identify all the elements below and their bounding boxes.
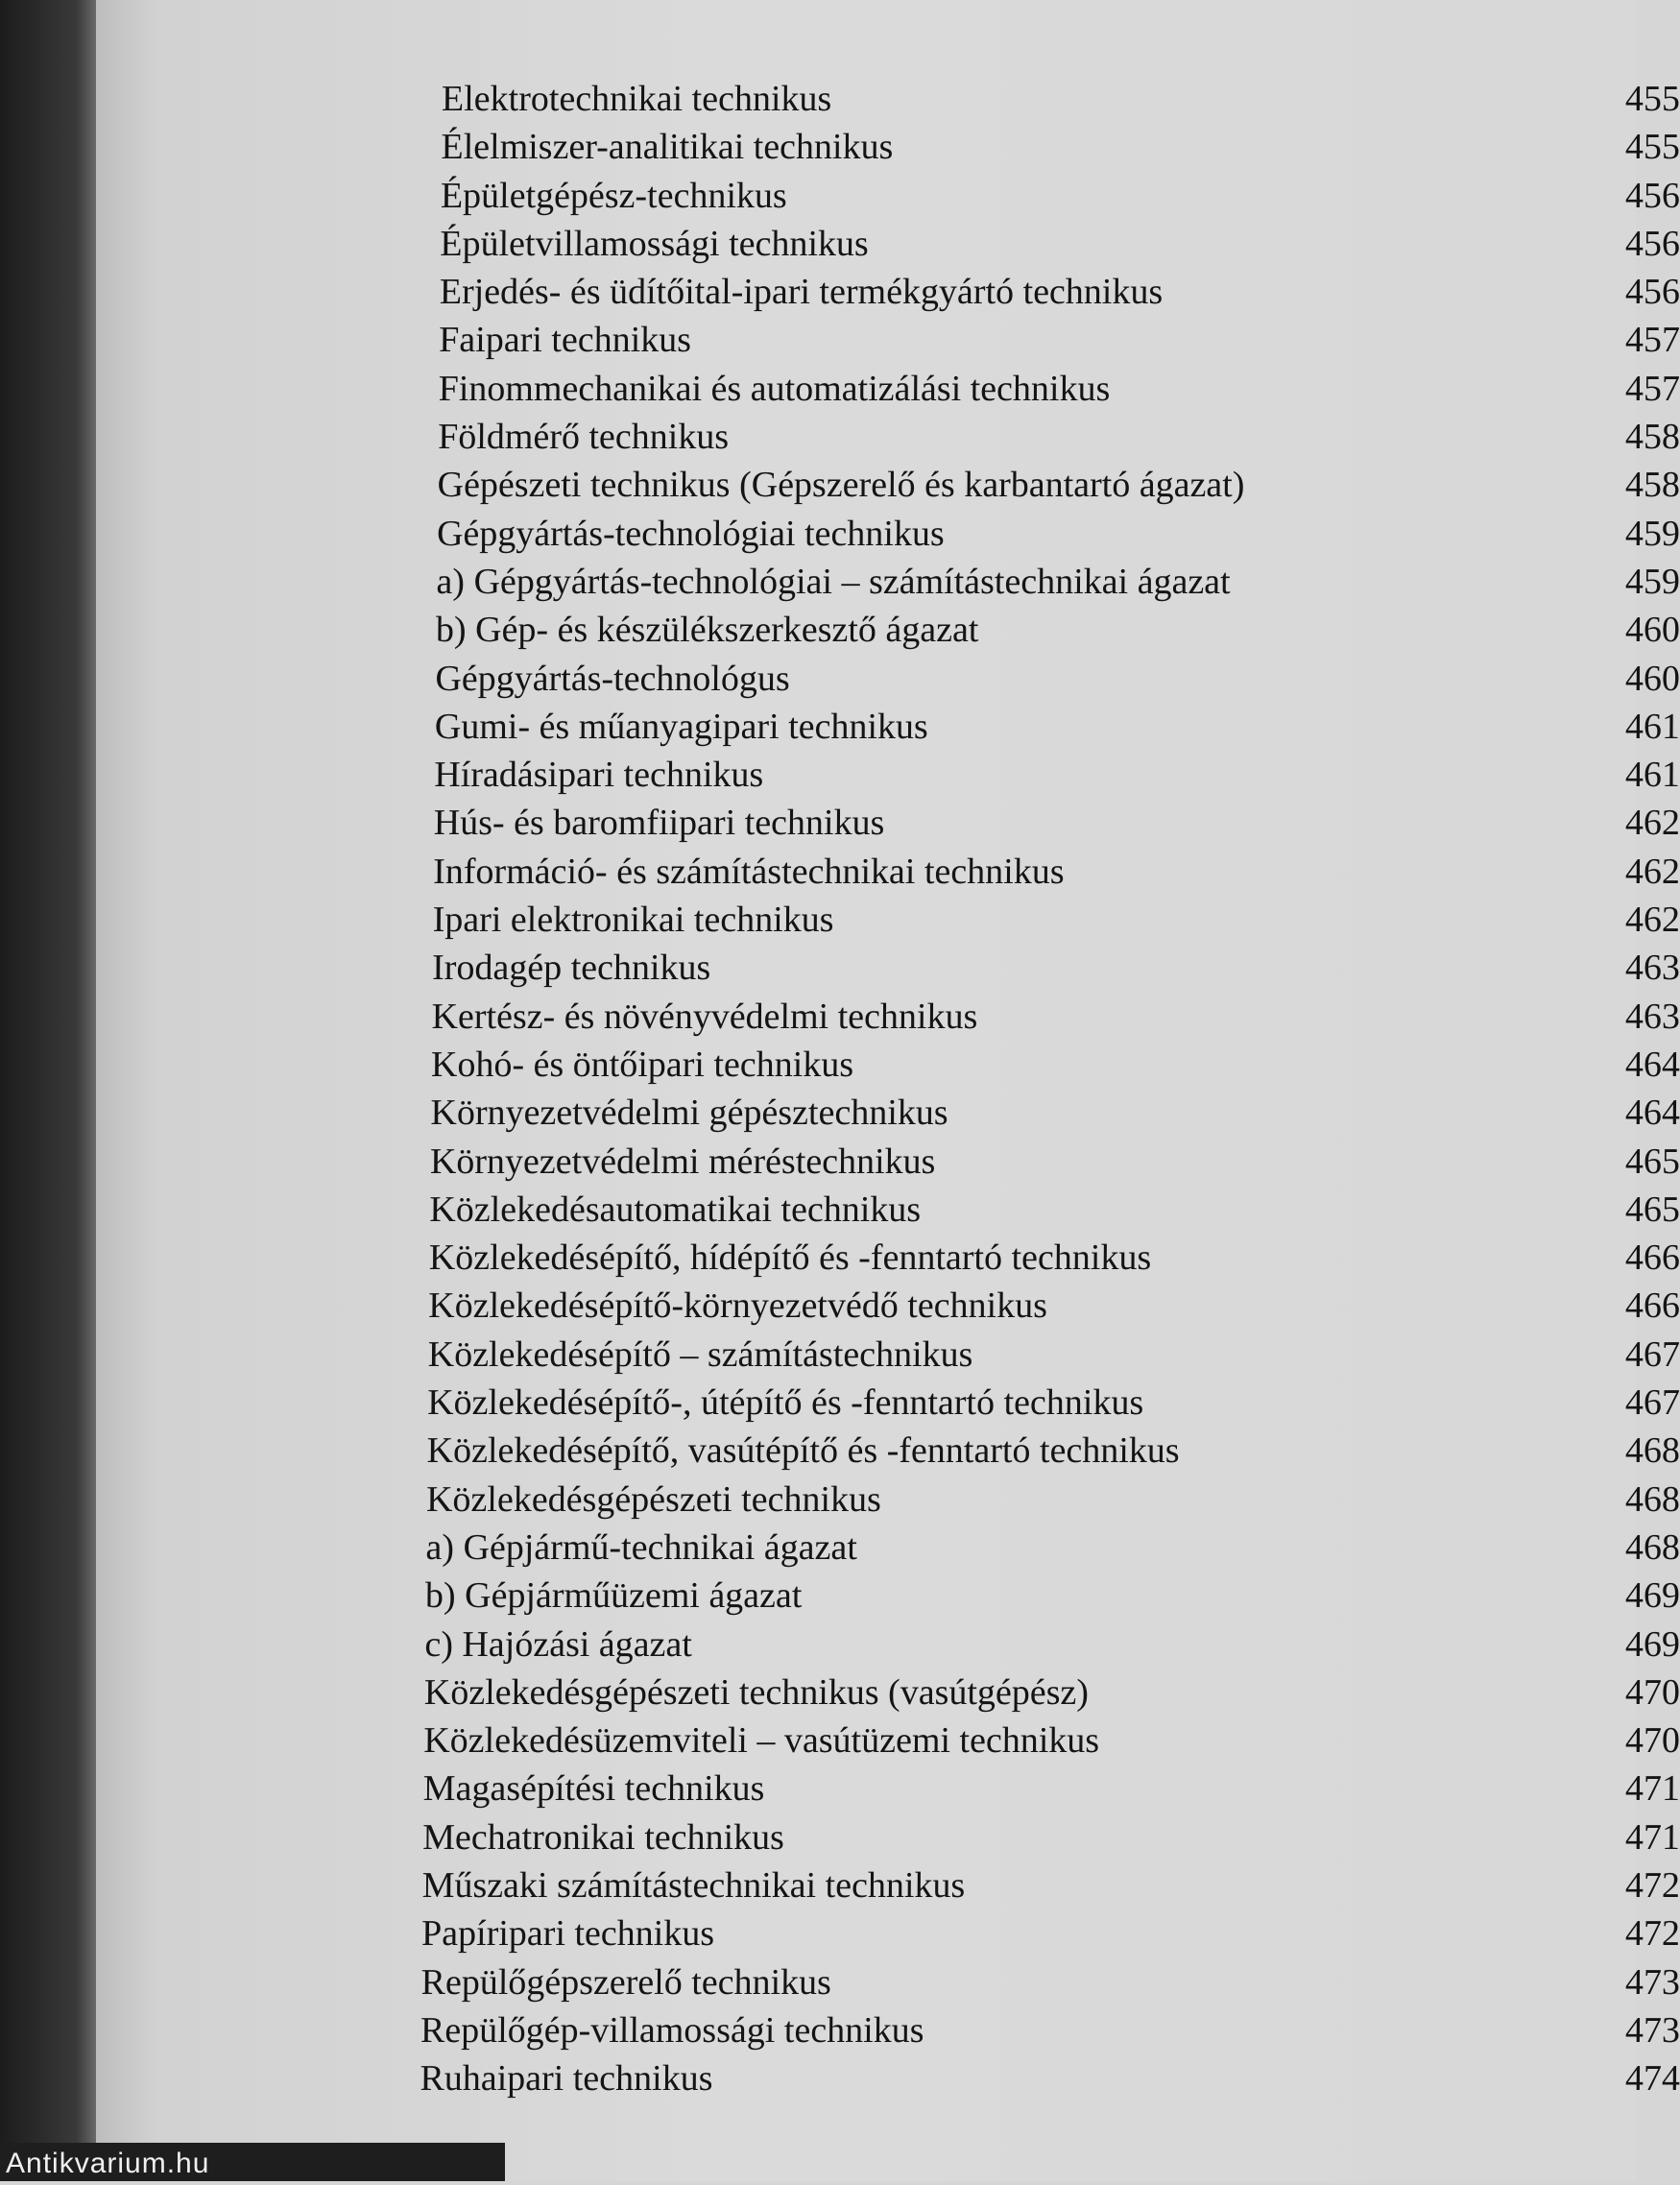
toc-entry-title: Hús- és baromfiipari technikus	[433, 803, 885, 844]
toc-entry-page: 459	[1624, 561, 1680, 602]
toc-entry-page: 473	[1624, 1961, 1680, 2003]
toc-entry-title: Közlekedésgépészeti technikus	[425, 1478, 881, 1520]
toc-entry-page: 460	[1624, 610, 1680, 651]
toc-entry	[420, 2054, 1680, 2102]
toc-entry-page: 467	[1624, 1333, 1680, 1375]
table-of-contents	[420, 75, 1680, 2102]
toc-entry-title: Gépgyártás-technológiai technikus	[436, 513, 945, 554]
toc-entry-page: 462	[1624, 900, 1680, 941]
toc-entry	[433, 799, 1680, 847]
toc-entry-page: 468	[1624, 1430, 1680, 1472]
toc-entry-title: Irodagép technikus	[431, 948, 711, 989]
toc-entry	[438, 365, 1680, 413]
toc-entry-title: Finommechanikai és automatizálási technikus	[438, 368, 1111, 409]
toc-entry	[429, 1138, 1680, 1186]
toc-entry-page: 461	[1624, 755, 1680, 796]
toc-entry	[427, 1331, 1680, 1379]
toc-entry-title: Épületvillamossági technikus	[440, 223, 869, 264]
toc-entry-title: a) Gépjármű-technikai ágazat	[425, 1526, 858, 1568]
toc-entry	[429, 1186, 1680, 1234]
toc-entry-title: Közlekedésépítő-, útépítő és -fenntartó technikus	[427, 1382, 1144, 1424]
toc-entry-title: Kertész- és növényvédelmi technikus	[431, 996, 978, 1037]
toc-entry	[442, 123, 1680, 171]
toc-entry	[437, 461, 1680, 509]
toc-entry-title: Információ- és számítástechnikai technikus	[433, 851, 1065, 892]
toc-entry	[442, 75, 1680, 123]
toc-entry-title: Közlekedésépítő-környezetvédő technikus	[428, 1285, 1048, 1327]
toc-entry-title: Környezetvédelmi gépésztechnikus	[430, 1092, 948, 1134]
toc-entry-page: 463	[1624, 996, 1680, 1037]
toc-entry-page: 471	[1624, 1768, 1680, 1810]
toc-entry-page: 470	[1624, 1671, 1680, 1713]
toc-entry-page: 459	[1624, 513, 1680, 554]
toc-entry	[434, 703, 1680, 751]
toc-entry-title: Közlekedésautomatikai technikus	[429, 1189, 922, 1230]
toc-entry-title: Faipari technikus	[439, 320, 692, 361]
toc-entry	[420, 1909, 1680, 1957]
toc-entry	[425, 1476, 1680, 1524]
toc-entry-page: 468	[1624, 1526, 1680, 1568]
toc-entry-title: Repülőgép-villamossági technikus	[420, 2009, 924, 2051]
toc-entry-page: 461	[1624, 706, 1680, 747]
toc-entry-title: Elektrotechnikai technikus	[441, 79, 832, 119]
toc-entry	[420, 1958, 1680, 2006]
toc-entry-title: Gépészeti technikus (Gépszerelő és karbantartó ágazat)	[437, 465, 1245, 506]
toc-entry-title: b) Gépjárműüzemi ágazat	[424, 1575, 803, 1617]
toc-entry-page: 460	[1624, 658, 1680, 699]
toc-entry-page: 456	[1624, 175, 1680, 216]
toc-entry-title: Gépgyártás-technológus	[435, 658, 790, 699]
toc-entry	[431, 944, 1680, 992]
toc-entry-page: 473	[1624, 2009, 1680, 2051]
toc-entry-title: b) Gép- és készülékszerkesztő ágazat	[435, 610, 979, 651]
toc-entry-page: 470	[1624, 1720, 1680, 1762]
toc-entry-page: 457	[1624, 320, 1680, 361]
toc-entry-title: Közlekedésgépészeti technikus (vasútgépész)	[423, 1671, 1090, 1713]
book-page	[96, 0, 1680, 2181]
toc-entry-page: 471	[1624, 1816, 1680, 1858]
toc-entry-page: 457	[1624, 368, 1680, 409]
toc-entry	[420, 2006, 1680, 2054]
toc-entry-page: 463	[1624, 948, 1680, 989]
toc-entry-page: 462	[1624, 803, 1680, 844]
toc-entry	[423, 1669, 1680, 1717]
toc-entry-page: 464	[1624, 1092, 1680, 1134]
toc-entry	[430, 1089, 1680, 1137]
toc-entry	[430, 1041, 1680, 1089]
toc-entry-title: Ipari elektronikai technikus	[432, 900, 834, 941]
toc-entry-title: Papíripari technikus	[420, 1913, 715, 1955]
toc-entry	[439, 268, 1680, 316]
toc-entry	[427, 1379, 1680, 1427]
toc-entry	[425, 1524, 1680, 1572]
toc-entry-title: Ruhaipari technikus	[420, 2058, 713, 2100]
toc-entry-page: 466	[1624, 1285, 1680, 1327]
toc-entry-page: 467	[1624, 1382, 1680, 1424]
toc-entry	[431, 993, 1680, 1041]
toc-entry-page: 472	[1624, 1913, 1680, 1955]
toc-entry-title: Repülőgépszerelő technikus	[420, 1961, 832, 2003]
toc-entry-title: Élelmiszer-analitikai technikus	[441, 127, 894, 168]
toc-entry	[433, 848, 1680, 896]
toc-entry	[439, 316, 1680, 364]
watermark: Antikvarium.hu	[0, 2143, 505, 2181]
toc-entry-page: 472	[1624, 1864, 1680, 1906]
toc-entry-page: 464	[1624, 1044, 1680, 1085]
toc-entry	[435, 606, 1680, 654]
toc-entry-page: 455	[1624, 127, 1680, 168]
toc-entry-page: 456	[1624, 272, 1680, 313]
toc-entry	[428, 1234, 1680, 1282]
toc-entry-title: Környezetvédelmi méréstechnikus	[429, 1141, 936, 1182]
toc-entry	[422, 1765, 1680, 1813]
toc-entry-title: Közlekedésépítő, hídépítő és -fenntartó technikus	[428, 1237, 1152, 1279]
toc-entry	[422, 1813, 1680, 1861]
toc-entry	[442, 220, 1680, 268]
toc-entry	[432, 896, 1680, 944]
toc-entry-page: 456	[1624, 223, 1680, 264]
toc-entry-title: Épületgépész-technikus	[440, 175, 787, 216]
toc-entry	[438, 413, 1680, 461]
toc-entry	[424, 1621, 1680, 1669]
toc-entry-title: Mechatronikai technikus	[422, 1816, 785, 1858]
toc-entry	[423, 1717, 1680, 1765]
toc-entry-page: 462	[1624, 851, 1680, 892]
toc-entry-page: 469	[1624, 1623, 1680, 1665]
toc-entry-page: 469	[1624, 1575, 1680, 1617]
toc-entry	[435, 655, 1680, 703]
toc-entry	[428, 1282, 1680, 1330]
toc-entry-title: Gumi- és műanyagipari technikus	[434, 706, 928, 747]
toc-entry-page: 474	[1624, 2058, 1680, 2100]
toc-entry-title: a) Gépgyártás-technológiai – számítástechnikai ágazat	[436, 561, 1231, 602]
toc-entry-title: Műszaki számítástechnikai technikus	[421, 1864, 966, 1906]
toc-entry-page: 465	[1624, 1189, 1680, 1230]
toc-entry-page: 458	[1624, 465, 1680, 506]
book-spine-shadow	[0, 0, 96, 2181]
toc-entry-title: Erjedés- és üdítőital-ipari termékgyártó technikus	[439, 272, 1164, 313]
toc-entry-page: 466	[1624, 1237, 1680, 1279]
toc-entry-page: 468	[1624, 1478, 1680, 1520]
toc-entry	[434, 751, 1680, 799]
toc-entry	[436, 510, 1680, 558]
toc-entry	[442, 172, 1680, 220]
toc-entry	[421, 1861, 1680, 1909]
toc-entry-title: Kohó- és öntőipari technikus	[430, 1044, 854, 1085]
toc-entry-title: Közlekedésépítő – számítástechnikus	[427, 1333, 973, 1375]
toc-entry-page: 458	[1624, 417, 1680, 458]
toc-entry-title: c) Hajózási ágazat	[424, 1623, 693, 1665]
toc-entry-title: Híradásipari technikus	[434, 755, 764, 796]
toc-entry-page: 465	[1624, 1141, 1680, 1182]
toc-entry-title: Közlekedésüzemviteli – vasútüzemi technikus	[423, 1720, 1100, 1762]
toc-entry	[424, 1572, 1680, 1620]
toc-entry-title: Magasépítési technikus	[422, 1768, 765, 1810]
toc-entry-page: 455	[1624, 79, 1680, 119]
toc-entry	[436, 558, 1680, 606]
toc-entry	[426, 1427, 1680, 1475]
toc-entry-title: Földmérő technikus	[438, 417, 730, 458]
toc-entry-title: Közlekedésépítő, vasútépítő és -fenntartó technikus	[426, 1430, 1180, 1472]
